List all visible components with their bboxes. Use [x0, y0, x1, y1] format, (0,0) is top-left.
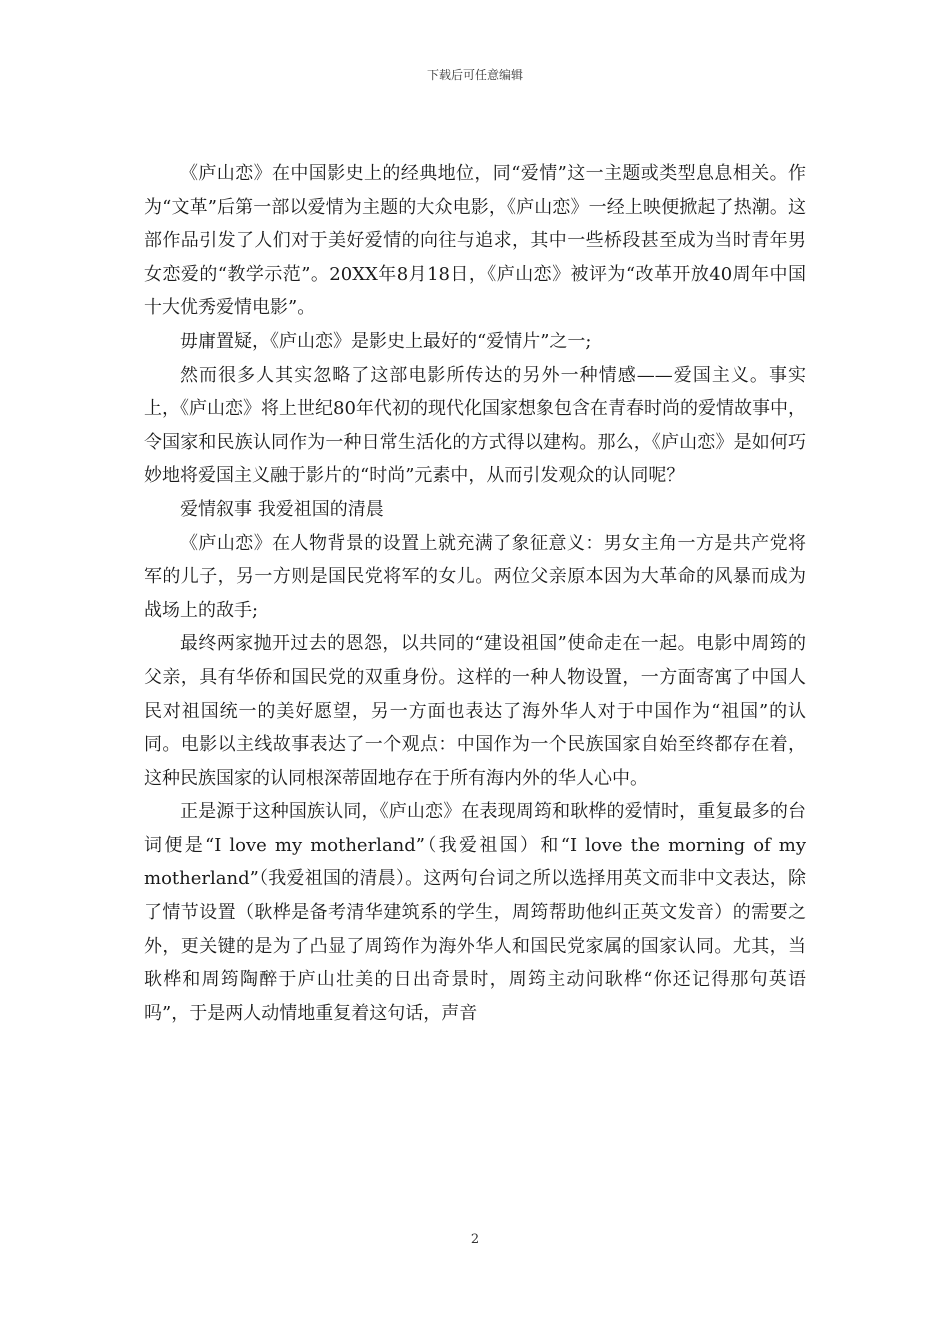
paragraph: 正是源于这种国族认同，《庐山恋》在表现周筠和耿桦的爱情时，重复最多的台词便是“I love my motherland”（我爱祖国）和“I love the morning of my motherland”（我爱祖国的清晨）。这两句台词之所以选择用英文而非中文表达，除了情节设置（耿桦是备考清华建筑系的学生，周筠帮助他纠正英文发音）的需要之外，更关键的是为了凸显了周筠作为海外华人和国民党家属的国家认同。尤其，当耿桦和周筠陶醉于庐山壮美的日出奇景时，周筠主动问耿桦“你还记得那句英语吗”，于是两人动情地重复着这句话，声音 [144, 801, 806, 1024]
paragraph: 《庐山恋》在中国影史上的经典地位，同“爱情”这一主题或类型息息相关。作为“文革”后第一部以爱情为主题的大众电影，《庐山恋》一经上映便掀起了热潮。这部作品引发了人们对于美好爱情的向往与追求，其中一些桥段甚至成为当时青年男女恋爱的“教学示范”。20XX年8月18日，《庐山恋》被评为“改革开放40周年中国十大优秀爱情电影”。 [144, 163, 806, 319]
paragraph: 《庐山恋》在人物背景的设置上就充满了象征意义：男女主角一方是共产党将军的儿子，另一方则是国民党将军的女儿。两位父亲原本因为大革命的风暴而成为战场上的敌手; [144, 532, 806, 621]
paragraph: 毋庸置疑，《庐山恋》是影史上最好的“爱情片”之一; [180, 330, 592, 352]
paragraph: 然而很多人其实忽略了这部电影所传达的另外一种情感——爱国主义。事实上，《庐山恋》将上世纪80年代初的现代化国家想象包含在青春时尚的爱情故事中，令国家和民族认同作为一种日常生活化的方式得以建构。那么，《庐山恋》是如何巧妙地将爱国主义融于影片的“时尚”元素中，从而引发观众的认同呢？ [144, 364, 806, 487]
paragraph: 最终两家抛开过去的恩怨，以共同的“建设祖国”使命走在一起。电影中周筠的父亲，具有华侨和国民党的双重身份。这样的一种人物设置，一方面寄寓了中国人民对祖国统一的美好愿望，另一方面也表达了海外华人对于中国作为“祖国”的认同。电影以主线故事表达了一个观点：中国作为一个民族国家自始至终都存在着，这种民族国家的认同根深蒂固地存在于所有海内外的华人心中。 [144, 633, 806, 789]
section-heading: 爱情叙事 我爱祖国的清晨 [180, 498, 384, 520]
body-text [144, 157, 806, 1030]
page-header: 下载后可任意编辑 [426, 68, 523, 82]
page-number: 2 [470, 1232, 480, 1247]
